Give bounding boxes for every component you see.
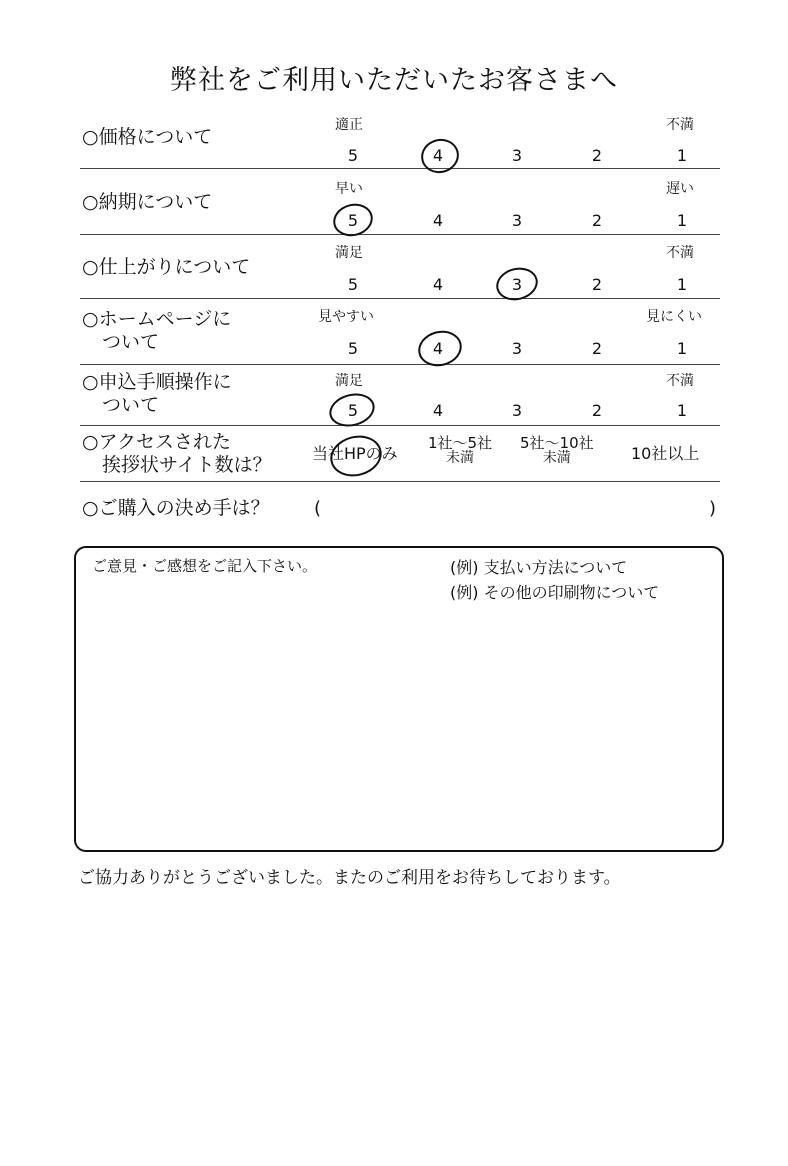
anchor-right: 不満	[666, 245, 694, 261]
deciding-factor-answer[interactable]	[330, 494, 700, 524]
scale-option[interactable]: 1	[676, 339, 688, 358]
row-divider	[80, 425, 720, 426]
row-divider	[80, 364, 720, 365]
row-divider	[80, 481, 720, 482]
question-finish	[82, 256, 250, 279]
scale-option[interactable]: 2	[591, 275, 603, 294]
question-procedure	[82, 371, 232, 417]
scale-option[interactable]: 1	[676, 401, 688, 420]
scale-option[interactable]: 3	[511, 339, 523, 358]
question-access-label-2: 挨拶状サイト数は？	[102, 454, 272, 476]
comment-hint: ご意見・ご感想をご記入下さい。	[92, 557, 318, 575]
question-homepage-label-2: ついて	[102, 331, 160, 353]
scale-option[interactable]: 4	[432, 401, 444, 420]
survey-title: 弊社をご利用いただいたお客さまへ	[170, 65, 618, 96]
close-paren: )	[709, 498, 717, 519]
scale-option[interactable]: 2	[591, 401, 603, 420]
row-divider	[80, 298, 720, 299]
anchor-right: 遅い	[666, 181, 694, 197]
scale-option[interactable]: 1	[676, 146, 688, 165]
anchor-left: 見やすい	[318, 309, 374, 325]
selection-circle	[417, 135, 462, 177]
anchor-left: 早い	[335, 181, 363, 197]
question-homepage-label: ○ホームページに	[82, 308, 232, 330]
scale-option[interactable]: 5	[347, 339, 359, 358]
anchor-right: 不満	[666, 373, 694, 389]
anchor-right: 不満	[666, 117, 694, 133]
scale-option[interactable]: 5	[347, 275, 359, 294]
question-procedure-label: ○申込手順操作に	[82, 371, 232, 393]
scale-option[interactable]: 2	[591, 146, 603, 165]
scale-option[interactable]: 1	[676, 211, 688, 230]
anchor-left: 満足	[335, 373, 363, 389]
question-deciding-factor-label: ○ご購入の決め手は？	[82, 497, 270, 519]
scale-option-selected[interactable]: 5	[347, 211, 359, 230]
question-homepage	[82, 308, 231, 354]
scale-option[interactable]: 2	[591, 211, 603, 230]
question-delivery	[82, 191, 212, 214]
anchor-left: 満足	[335, 245, 363, 261]
question-procedure-label-2: ついて	[102, 394, 160, 416]
scale-option[interactable]: 2	[591, 339, 603, 358]
question-access-label: ○アクセスされた	[82, 431, 232, 453]
question-price-label: ○価格について	[82, 126, 213, 148]
scale-option[interactable]: 4	[432, 275, 444, 294]
scale-option[interactable]: 3	[511, 146, 523, 165]
access-option[interactable]: 10社以上	[631, 444, 700, 463]
scale-option[interactable]: 3	[511, 211, 523, 230]
scale-option[interactable]: 1	[676, 275, 688, 294]
question-finish-label: ○仕上がりについて	[82, 256, 251, 278]
scale-option[interactable]: 4	[432, 211, 444, 230]
scale-option-selected[interactable]: 5	[347, 401, 359, 420]
thank-you-footer: ご協力ありがとうございました。またのご利用をお待ちしております。	[78, 868, 621, 888]
question-price	[82, 126, 212, 149]
access-option[interactable]: 5社～10社 未満	[520, 434, 594, 466]
open-paren: (	[314, 498, 322, 519]
access-option[interactable]: 1社～5社 未満	[428, 434, 493, 466]
anchor-right: 見にくい	[646, 309, 702, 325]
question-access	[82, 431, 272, 477]
row-divider	[80, 234, 720, 235]
question-delivery-label: ○納期について	[82, 191, 213, 213]
anchor-left: 適正	[335, 117, 363, 133]
question-deciding-factor	[82, 497, 270, 520]
selection-circle	[326, 430, 386, 481]
scale-option-selected[interactable]: 3	[511, 275, 523, 294]
comment-example-2: (例) その他の印刷物について	[450, 583, 660, 602]
scale-option-selected[interactable]: 4	[432, 339, 444, 358]
scale-option-selected[interactable]: 4	[432, 146, 444, 165]
row-divider	[80, 168, 720, 169]
scale-option[interactable]: 3	[511, 401, 523, 420]
scale-option[interactable]: 5	[347, 146, 359, 165]
access-option-selected[interactable]: 当社HPのみ	[312, 444, 398, 463]
comment-example-1: (例) 支払い方法について	[450, 558, 628, 577]
